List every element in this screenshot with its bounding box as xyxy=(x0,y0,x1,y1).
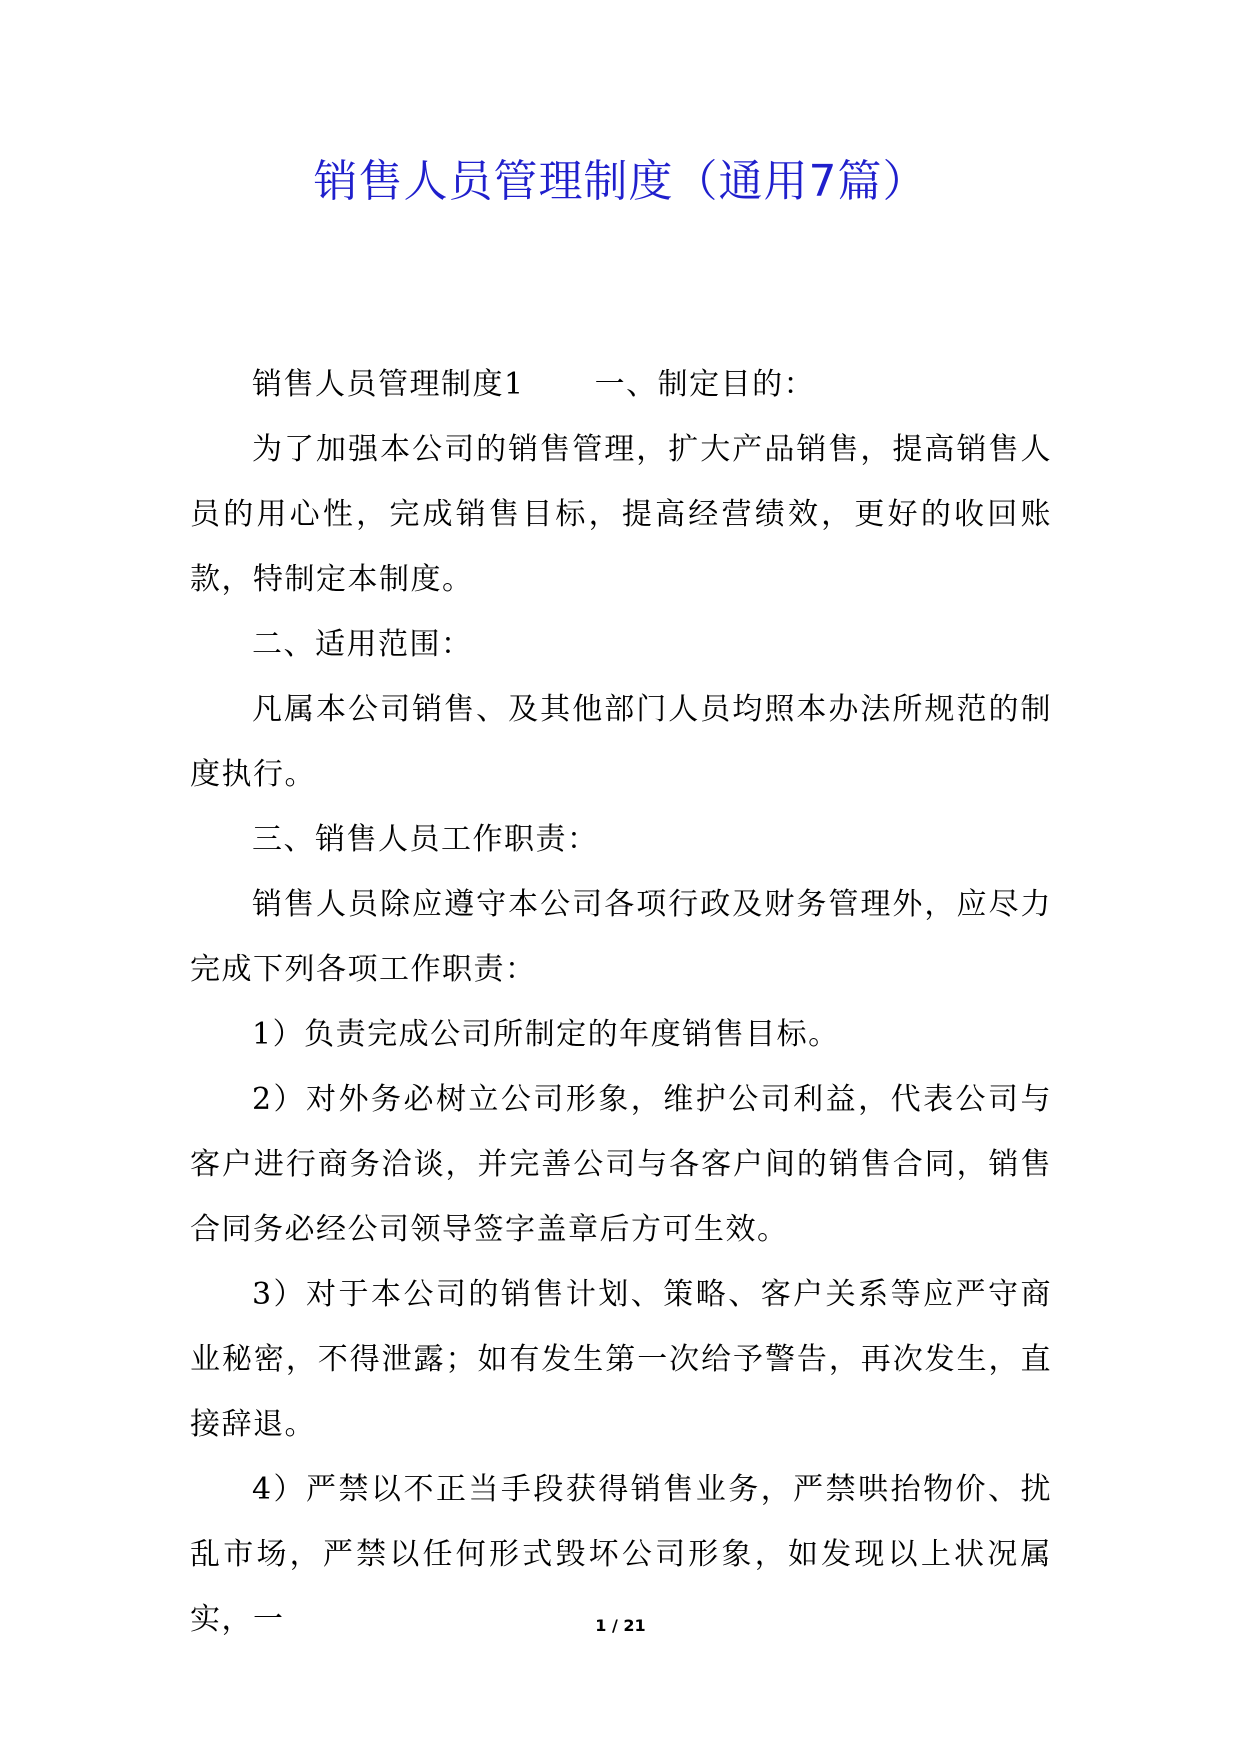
paragraph-scope: 凡属本公司销售、及其他部门人员均照本办法所规范的制度执行。 xyxy=(190,692,1052,792)
document-title: 销售人员管理制度（通用7篇） xyxy=(313,156,928,207)
section-heading-duties: 三、销售人员工作职责： xyxy=(252,822,599,857)
paragraph-duties-intro: 销售人员除应遵守本公司各项行政及财务管理外，应尽力完成下列各项工作职责： xyxy=(190,887,1052,987)
list-item-duty-3: 3）对于本公司的销售计划、策略、客户关系等应严守商业秘密，不得泄露；如有发生第一次给予警告，再次发生，直接辞退。 xyxy=(190,1277,1052,1442)
section-heading-purpose: 一、制定目的： xyxy=(594,367,816,402)
document-subtitle: 销售人员管理制度1 xyxy=(252,367,525,402)
paragraph-purpose: 为了加强本公司的销售管理，扩大产品销售，提高销售人员的用心性，完成销售目标，提高经营绩效，更好的收回账款，特制定本制度。 xyxy=(190,432,1052,597)
list-item-duty-4: 4）严禁以不正当手段获得销售业务，严禁哄抬物价、扰乱市场，严禁以任何形式毁坏公司形象，如发现以上状况属实，一 xyxy=(190,1472,1052,1637)
page-number: 1 / 21 xyxy=(595,1616,646,1635)
list-item-duty-2: 2）对外务必树立公司形象，维护公司利益，代表公司与客户进行商务洽谈，并完善公司与各客户间的销售合同，销售合同务必经公司领导签字盖章后方可生效。 xyxy=(190,1082,1052,1247)
section-heading-line xyxy=(190,352,1052,417)
list-item-duty-1: 1）负责完成公司所制定的年度销售目标。 xyxy=(252,1017,840,1052)
document-body xyxy=(190,352,1052,1652)
section-heading-scope: 二、适用范围： xyxy=(252,627,473,662)
